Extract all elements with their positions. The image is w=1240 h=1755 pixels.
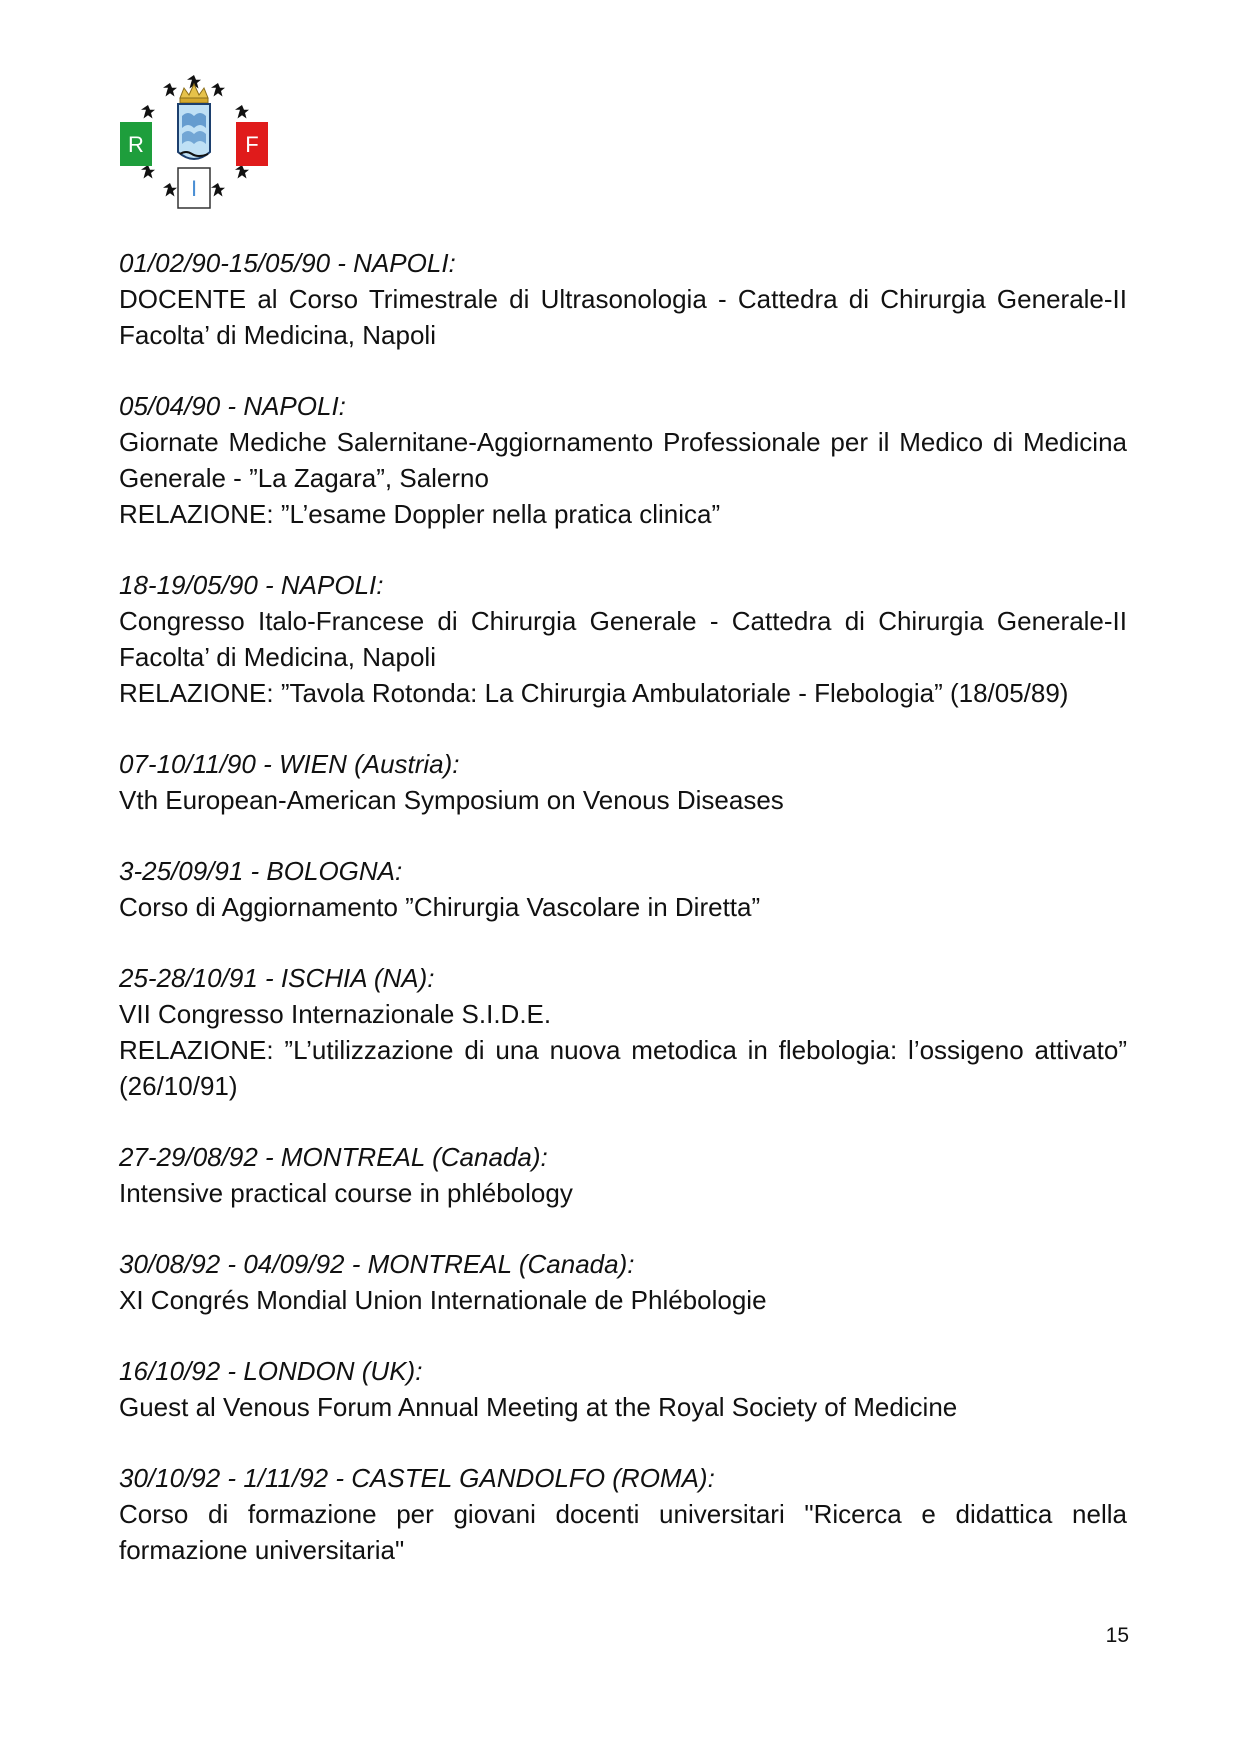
entry-heading: 25-28/10/91 - ISCHIA (NA):: [119, 963, 435, 993]
entry-text: VII Congresso Internazionale S.I.D.E.: [119, 999, 552, 1029]
entry-heading: 07-10/11/90 - WIEN (Austria):: [119, 749, 460, 779]
entry-heading: 05/04/90 - NAPOLI:: [119, 391, 346, 421]
entry-text: DOCENTE al Corso Trimestrale di Ultrasonologia - Cattedra di Chirurgia Generale-II Facolta’ di Medicina, Napoli: [119, 284, 1127, 350]
entry-text: Giornate Mediche Salernitane-Aggiornamento Professionale per il Medico di Medicina Generale - ”La Zagara”, Salerno: [119, 427, 1127, 493]
coat-of-arms-shield: [178, 104, 210, 159]
entry-heading: 3-25/09/91 - BOLOGNA:: [119, 856, 403, 886]
entry-text: Intensive practical course in phlébology: [119, 1178, 573, 1208]
entry-heading: 30/08/92 - 04/09/92 - MONTREAL (Canada):: [119, 1249, 635, 1279]
logo-box-f: [236, 122, 268, 166]
entry: [119, 245, 1127, 353]
entry-heading: 30/10/92 - 1/11/92 - CASTEL GANDOLFO (ROMA):: [119, 1463, 715, 1493]
logo-letter-f: F: [245, 132, 259, 157]
entry-text: RELAZIONE: ”L’utilizzazione di una nuova metodica in flebologia: l’ossigeno attivato” (26/10/91): [119, 1035, 1127, 1101]
entry: [119, 567, 1127, 711]
entry: [119, 1246, 1127, 1318]
entry-text: RELAZIONE: ”Tavola Rotonda: La Chirurgia Ambulatoriale - Flebologia” (18/05/89): [119, 678, 1069, 708]
entry-text: Corso di Aggiornamento ”Chirurgia Vascolare in Diretta”: [119, 892, 761, 922]
entry-text: Congresso Italo-Francese di Chirurgia Generale - Cattedra di Chirurgia Generale-II Facolta’ di Medicina, Napoli: [119, 606, 1127, 672]
entry-text: Guest al Venous Forum Annual Meeting at the Royal Society of Medicine: [119, 1392, 958, 1422]
entry-text: Corso di formazione per giovani docenti universitari "Ricerca e didattica nella formazione universitaria": [119, 1499, 1127, 1565]
entry: [119, 1139, 1127, 1211]
entry: [119, 960, 1127, 1104]
logo-box-i: [178, 168, 210, 208]
entry-heading: 01/02/90-15/05/90 - NAPOLI:: [119, 248, 456, 278]
crown-icon: [180, 84, 208, 103]
entry: [119, 388, 1127, 532]
entry: [119, 1460, 1127, 1568]
entry-text: Vth European-American Symposium on Venous Diseases: [119, 785, 784, 815]
page-number: 15: [1105, 1624, 1129, 1647]
logo-letter-r: R: [128, 132, 144, 157]
entries-list: [119, 245, 1127, 1603]
entry: [119, 853, 1127, 925]
entry: [119, 746, 1127, 818]
rif-logo: [118, 70, 308, 230]
logo-box-r: [120, 122, 152, 166]
entry-heading: 18-19/05/90 - NAPOLI:: [119, 570, 384, 600]
entry-text: RELAZIONE: ”L’esame Doppler nella pratica clinica”: [119, 499, 721, 529]
logo-letter-i: I: [190, 176, 198, 201]
entry-text: XI Congrés Mondial Union Internationale de Phlébologie: [119, 1285, 767, 1315]
entry-heading: 16/10/92 - LONDON (UK):: [119, 1356, 423, 1386]
entry-heading: 27-29/08/92 - MONTREAL (Canada):: [119, 1142, 548, 1172]
entry: [119, 1353, 1127, 1425]
